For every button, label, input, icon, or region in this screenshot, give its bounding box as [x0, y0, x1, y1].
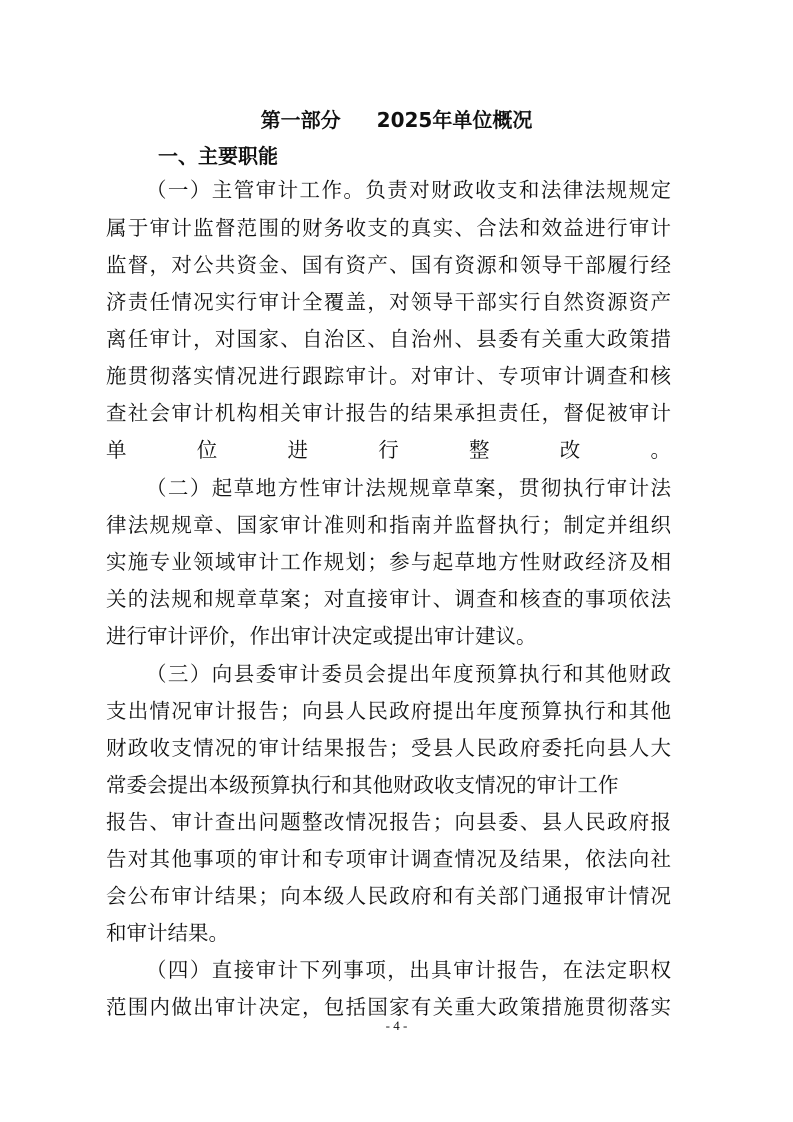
paragraph-2-line-1: （二）起草地方性审计法规规章草案，贯彻执行审计法 — [146, 476, 671, 500]
paragraph-3-line-7: 会公布审计结果；向本级人民政府和有关部门通报审计情况 — [106, 884, 671, 908]
paragraph-3-line-5: 报告、审计查出问题整改情况报告；向县委、县人民政府报 — [106, 810, 671, 834]
paragraph-1-line-2: 属于审计监督范围的财务收支的真实、合法和效益进行审计 — [106, 216, 671, 240]
paragraph-1-line-1: （一）主管审计工作。负责对财政收支和法律法规规定 — [146, 178, 671, 202]
paragraph-3-line-2: 支出情况审计报告；向县人民政府提出年度预算执行和其他 — [106, 699, 671, 723]
paragraph-1-line-3: 监督，对公共资金、国有资产、国有资源和领导干部履行经 — [106, 253, 671, 277]
paragraph-1-line-7: 查社会审计机构相关审计报告的结果承担责任，督促被审计 — [106, 401, 671, 425]
title-part: 第一部分 — [260, 108, 341, 132]
paragraph-2-line-2: 律法规规章、国家审计准则和指南并监督执行；制定并组织 — [106, 513, 671, 537]
paragraph-2-line-3: 实施专业领域审计工作规划；参与起草地方性财政经济及相 — [106, 550, 671, 574]
section-heading: 一、主要职能 — [158, 144, 278, 168]
paragraph-2-line-5: 进行审计评价，作出审计决定或提出审计建议。 — [106, 624, 537, 648]
page-number: - 4 - — [385, 1018, 408, 1033]
paragraph-2-line-4: 关的法规和规章草案；对直接审计、调查和核查的事项依法 — [106, 587, 671, 611]
paragraph-3-line-6: 告对其他事项的审计和专项审计调查情况及结果，依法向社 — [106, 847, 671, 871]
title-year-text: 2025年单位概况 — [376, 108, 533, 132]
paragraph-3-line-3: 财政收支情况的审计结果报告；受县人民政府委托向县人大 — [106, 736, 671, 760]
paragraph-1-line-5: 离任审计，对国家、自治区、自治州、县委有关重大政策措 — [106, 327, 671, 351]
page-title — [0, 108, 793, 132]
paragraph-1-line-6: 施贯彻落实情况进行跟踪审计。对审计、专项审计调查和核 — [106, 364, 671, 388]
paragraph-3-line-8: 和审计结果。 — [106, 921, 229, 945]
paragraph-1-line-4: 济责任情况实行审计全覆盖，对领导干部实行自然资源资产 — [106, 290, 671, 314]
paragraph-3-line-4: 常委会提出本级预算执行和其他财政收支情况的审计工作 — [106, 773, 619, 797]
paragraph-3-line-1: （三）向县委审计委员会提出年度预算执行和其他财政 — [146, 662, 671, 686]
paragraph-1-line-8: 单位进行整改。 — [106, 438, 671, 462]
paragraph-4-line-1: （四）直接审计下列事项，出具审计报告，在法定职权 — [146, 958, 671, 982]
paragraph-4-line-2: 范围内做出审计决定，包括国家有关重大政策措施贯彻落实 — [106, 995, 671, 1019]
